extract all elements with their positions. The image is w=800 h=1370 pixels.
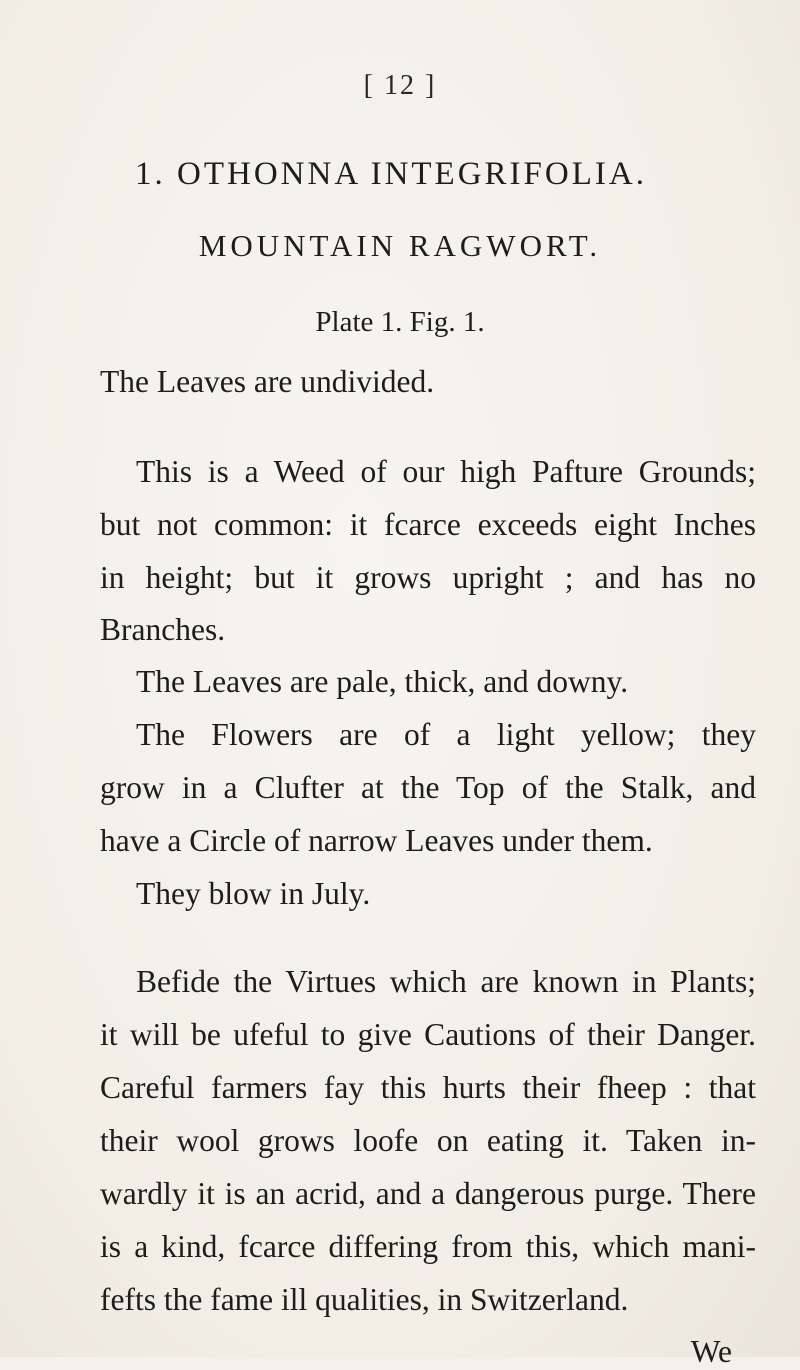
text-line: The Leaves are undivided. [100, 364, 435, 399]
text-line: in height; but it grows upright ; and has no [100, 560, 756, 595]
text-line: The Leaves are pale, thick, and downy. [136, 664, 629, 699]
text-line: Befide the Virtues which are known in Plants; [136, 964, 756, 999]
common-name-heading: MOUNTAIN RAGWORT. [198, 228, 602, 263]
text-line: have a Circle of narrow Leaves under them. [100, 823, 653, 858]
text-line: it will be ufeful to give Cautions of their Danger. [100, 1017, 756, 1052]
catchword: We [690, 1334, 732, 1369]
text-line: but not common: it fcarce exceeds eight Inches [100, 507, 756, 542]
text-line: grow in a Clufter at the Top of the Stalk, and [100, 770, 756, 805]
text-line: their wool grows loofe on eating it. Taken in- [100, 1123, 756, 1158]
text-line: This is a Weed of our high Pafture Grounds; [136, 454, 756, 489]
text-line: is a kind, fcarce differing from this, which mani- [100, 1229, 756, 1264]
text-line: fefts the fame ill qualities, in Switzerland. [100, 1282, 629, 1317]
text-line: Careful farmers fay this hurts their fheep : that [100, 1070, 756, 1105]
text-line: The Flowers are of a light yellow; they [136, 717, 756, 752]
plate-reference: Plate 1. Fig. 1. [315, 306, 485, 338]
text-line: They blow in July. [136, 876, 371, 911]
text-line: Branches. [100, 612, 226, 647]
text-line: wardly it is an acrid, and a dangerous purge. There [100, 1176, 756, 1211]
page-number: [ 12 ] [363, 70, 437, 101]
species-title: 1. OTHONNA INTEGRIFOLIA. [135, 156, 647, 192]
